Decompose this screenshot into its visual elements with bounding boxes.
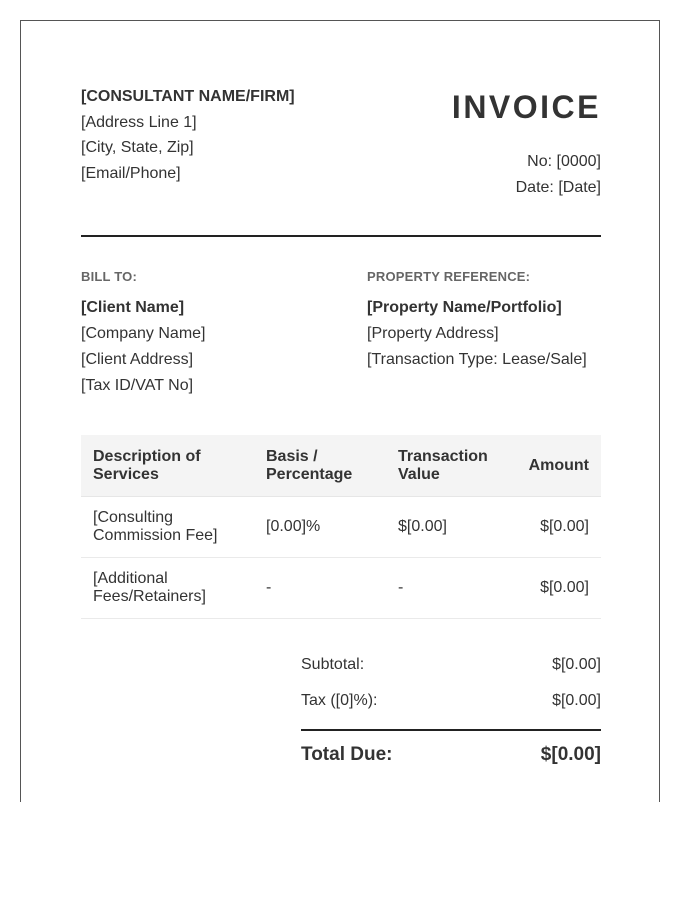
header-divider bbox=[81, 235, 601, 237]
consultant-name: [CONSULTANT NAME/FIRM] bbox=[81, 88, 295, 105]
header-description: Description of Services bbox=[93, 447, 201, 483]
property-name: [Property Name/Portfolio] bbox=[367, 299, 562, 316]
total-due-label: Total Due: bbox=[301, 744, 393, 765]
row-description: [Additional Fees/Retainers] bbox=[93, 570, 206, 605]
header-transaction-value: Transaction Value bbox=[398, 447, 488, 483]
table-row bbox=[81, 558, 601, 619]
sender-block bbox=[81, 84, 295, 186]
header-basis: Basis / Percentage bbox=[266, 447, 353, 483]
row-basis: [0.00]% bbox=[266, 518, 321, 535]
row-transaction-value: - bbox=[398, 579, 404, 596]
subtotal-label: Subtotal: bbox=[301, 656, 365, 673]
bill-to-block bbox=[81, 269, 361, 399]
subtotal-value: $[0.00] bbox=[552, 656, 601, 673]
tax-label: Tax ([0]%): bbox=[301, 692, 378, 709]
client-name: [Client Name] bbox=[81, 299, 185, 316]
subtotal-row bbox=[301, 647, 601, 683]
sender-city-state-zip: [City, State, Zip] bbox=[81, 139, 194, 156]
property-reference-block bbox=[367, 269, 607, 373]
table-row bbox=[81, 497, 601, 558]
invoice-title: INVOICE bbox=[451, 89, 601, 125]
property-reference-label: PROPERTY REFERENCE: bbox=[367, 269, 531, 284]
sender-contact: [Email/Phone] bbox=[81, 164, 181, 182]
invoice-date: Date: [Date] bbox=[515, 179, 601, 196]
totals-block bbox=[301, 647, 601, 779]
row-basis: - bbox=[266, 579, 272, 596]
sender-address-line1: [Address Line 1] bbox=[81, 113, 197, 131]
services-table bbox=[81, 435, 601, 619]
invoice-number: No: [0000] bbox=[527, 153, 601, 170]
header-amount: Amount bbox=[528, 456, 589, 474]
total-due-row bbox=[301, 731, 601, 779]
invoice-page bbox=[20, 20, 660, 802]
row-transaction-value: $[0.00] bbox=[398, 518, 447, 535]
total-due-value: $[0.00] bbox=[540, 744, 601, 765]
row-amount: $[0.00] bbox=[540, 518, 589, 535]
property-address: [Property Address] bbox=[367, 325, 499, 342]
table-header bbox=[81, 435, 601, 497]
client-address: [Client Address] bbox=[81, 351, 194, 368]
tax-row bbox=[301, 683, 601, 719]
client-company: [Company Name] bbox=[81, 325, 206, 342]
bill-to-label: BILL TO: bbox=[81, 269, 138, 284]
client-tax-id: [Tax ID/VAT No] bbox=[81, 377, 194, 394]
invoice-header bbox=[81, 84, 601, 204]
row-amount: $[0.00] bbox=[540, 579, 589, 596]
row-description: [Consulting Commission Fee] bbox=[93, 509, 218, 544]
tax-value: $[0.00] bbox=[552, 692, 601, 709]
invoice-meta bbox=[516, 149, 601, 201]
transaction-type: [Transaction Type: Lease/Sale] bbox=[367, 351, 587, 368]
